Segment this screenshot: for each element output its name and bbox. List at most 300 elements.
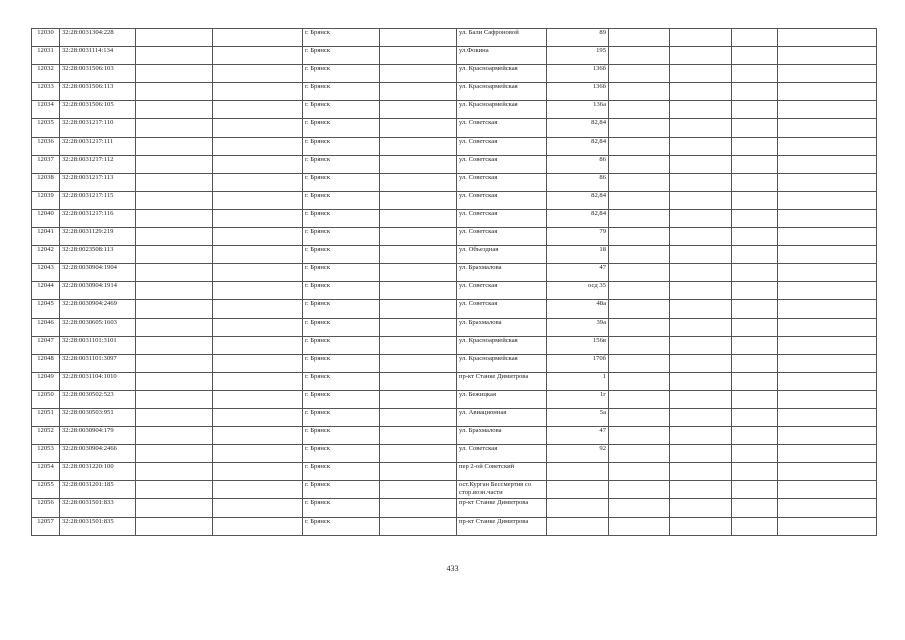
house-number-cell: 47	[547, 427, 609, 445]
empty-cell	[732, 300, 778, 318]
cadastral-number-cell: 32:28:0031217:111	[60, 137, 136, 155]
house-number-cell	[547, 517, 609, 535]
empty-cell	[213, 318, 303, 336]
house-number-cell: 82,84	[547, 191, 609, 209]
empty-cell	[732, 209, 778, 227]
cadastral-number-cell: 32:28:0030503:951	[60, 408, 136, 426]
empty-cell	[136, 228, 213, 246]
empty-cell	[136, 372, 213, 390]
empty-cell	[732, 354, 778, 372]
street-cell: пр-кт Станке Димитрова	[457, 372, 547, 390]
table-row	[32, 372, 877, 390]
empty-cell	[732, 246, 778, 264]
city-cell: г. Брянск	[303, 499, 380, 517]
house-number-cell: 136а	[547, 101, 609, 119]
empty-cell	[670, 282, 732, 300]
house-number-cell: 92	[547, 445, 609, 463]
street-cell: ул. Брахмалова	[457, 427, 547, 445]
street-cell: ул. Советская	[457, 137, 547, 155]
row-number-cell: 12044	[32, 282, 60, 300]
house-number-cell: осд 35	[547, 282, 609, 300]
row-number-cell: 12050	[32, 390, 60, 408]
city-cell: г. Брянск	[303, 300, 380, 318]
table-row	[32, 209, 877, 227]
cadastral-number-cell: 32:28:0031506:113	[60, 83, 136, 101]
empty-cell	[136, 499, 213, 517]
empty-cell	[380, 173, 457, 191]
empty-cell	[778, 191, 877, 209]
empty-cell	[136, 445, 213, 463]
empty-cell	[778, 463, 877, 481]
table-row	[32, 83, 877, 101]
city-cell: г. Брянск	[303, 517, 380, 535]
empty-cell	[213, 65, 303, 83]
empty-cell	[778, 101, 877, 119]
table-row	[32, 119, 877, 137]
street-cell: ул. Бали Сафроновой	[457, 29, 547, 47]
empty-cell	[670, 481, 732, 499]
street-cell: ул. Советская	[457, 282, 547, 300]
empty-cell	[732, 427, 778, 445]
table-row	[32, 336, 877, 354]
empty-cell	[609, 47, 670, 65]
city-cell: г. Брянск	[303, 137, 380, 155]
empty-cell	[670, 173, 732, 191]
house-number-cell: 136б	[547, 65, 609, 83]
table-row	[32, 318, 877, 336]
empty-cell	[778, 155, 877, 173]
empty-cell	[380, 282, 457, 300]
empty-cell	[732, 119, 778, 137]
empty-cell	[136, 137, 213, 155]
city-cell: г. Брянск	[303, 463, 380, 481]
empty-cell	[380, 481, 457, 499]
empty-cell	[778, 137, 877, 155]
row-number-cell: 12053	[32, 445, 60, 463]
empty-cell	[609, 264, 670, 282]
empty-cell	[670, 445, 732, 463]
register-table	[31, 28, 877, 536]
empty-cell	[136, 264, 213, 282]
city-cell: г. Брянск	[303, 282, 380, 300]
empty-cell	[380, 29, 457, 47]
cadastral-number-cell: 32:28:0031129:219	[60, 228, 136, 246]
row-number-cell: 12045	[32, 300, 60, 318]
empty-cell	[213, 228, 303, 246]
empty-cell	[213, 209, 303, 227]
empty-cell	[136, 83, 213, 101]
row-number-cell: 12041	[32, 228, 60, 246]
empty-cell	[136, 191, 213, 209]
row-number-cell: 12040	[32, 209, 60, 227]
street-cell: ост.Курган Бессмертия со стор.возн.части	[457, 481, 547, 499]
empty-cell	[213, 300, 303, 318]
house-number-cell: 195	[547, 47, 609, 65]
row-number-cell: 12048	[32, 354, 60, 372]
empty-cell	[732, 499, 778, 517]
street-cell: ул. Красноармейская	[457, 65, 547, 83]
empty-cell	[136, 427, 213, 445]
empty-cell	[380, 137, 457, 155]
empty-cell	[609, 209, 670, 227]
empty-cell	[670, 29, 732, 47]
cadastral-number-cell: 32:28:0031506:105	[60, 101, 136, 119]
cadastral-number-cell: 32:28:0031101:3101	[60, 336, 136, 354]
empty-cell	[609, 137, 670, 155]
empty-cell	[670, 372, 732, 390]
house-number-cell: 82,84	[547, 209, 609, 227]
empty-cell	[732, 173, 778, 191]
house-number-cell: 1г	[547, 390, 609, 408]
table-row	[32, 246, 877, 264]
empty-cell	[609, 29, 670, 47]
street-cell: пр-кт Станке Димитрова	[457, 517, 547, 535]
empty-cell	[380, 246, 457, 264]
row-number-cell: 12049	[32, 372, 60, 390]
city-cell: г. Брянск	[303, 246, 380, 264]
city-cell: г. Брянск	[303, 408, 380, 426]
empty-cell	[609, 427, 670, 445]
empty-cell	[670, 463, 732, 481]
cadastral-number-cell: 32:28:0031101:3097	[60, 354, 136, 372]
empty-cell	[380, 300, 457, 318]
empty-cell	[213, 246, 303, 264]
empty-cell	[136, 282, 213, 300]
empty-cell	[778, 517, 877, 535]
empty-cell	[732, 264, 778, 282]
empty-cell	[609, 282, 670, 300]
house-number-cell: 5а	[547, 408, 609, 426]
empty-cell	[670, 209, 732, 227]
empty-cell	[380, 47, 457, 65]
empty-cell	[732, 101, 778, 119]
empty-cell	[670, 499, 732, 517]
table-row	[32, 155, 877, 173]
empty-cell	[609, 83, 670, 101]
street-cell: ул. Советская	[457, 173, 547, 191]
city-cell: г. Брянск	[303, 354, 380, 372]
street-cell: ул. Брахмалова	[457, 318, 547, 336]
empty-cell	[136, 47, 213, 65]
table-row	[32, 228, 877, 246]
house-number-cell: 86	[547, 155, 609, 173]
empty-cell	[136, 155, 213, 173]
cadastral-number-cell: 32:28:0031217:116	[60, 209, 136, 227]
empty-cell	[670, 246, 732, 264]
empty-cell	[609, 354, 670, 372]
house-number-cell: 156в	[547, 336, 609, 354]
street-cell: ул. Красноармейская	[457, 83, 547, 101]
city-cell: г. Брянск	[303, 481, 380, 499]
street-cell: ул. Советская	[457, 300, 547, 318]
empty-cell	[609, 499, 670, 517]
house-number-cell	[547, 463, 609, 481]
row-number-cell: 12037	[32, 155, 60, 173]
empty-cell	[732, 47, 778, 65]
empty-cell	[380, 499, 457, 517]
empty-cell	[136, 29, 213, 47]
cadastral-number-cell: 32:28:0030904:179	[60, 427, 136, 445]
table-row	[32, 445, 877, 463]
empty-cell	[778, 300, 877, 318]
house-number-cell: 1	[547, 372, 609, 390]
empty-cell	[732, 463, 778, 481]
empty-cell	[670, 354, 732, 372]
empty-cell	[778, 499, 877, 517]
cadastral-number-cell: 32:28:0031220:100	[60, 463, 136, 481]
empty-cell	[732, 336, 778, 354]
empty-cell	[136, 354, 213, 372]
street-cell: ул. Красноармейская	[457, 101, 547, 119]
cadastral-number-cell: 32:28:0031217:110	[60, 119, 136, 137]
table-row	[32, 65, 877, 83]
table-row	[32, 354, 877, 372]
empty-cell	[778, 246, 877, 264]
empty-cell	[778, 228, 877, 246]
empty-cell	[670, 137, 732, 155]
empty-cell	[213, 264, 303, 282]
row-number-cell: 12055	[32, 481, 60, 499]
empty-cell	[136, 463, 213, 481]
cadastral-number-cell: 32:28:0030502:523	[60, 390, 136, 408]
city-cell: г. Брянск	[303, 209, 380, 227]
row-number-cell: 12051	[32, 408, 60, 426]
table-row	[32, 282, 877, 300]
table-row	[32, 47, 877, 65]
house-number-cell: 89	[547, 29, 609, 47]
street-cell: ул. Авиационная	[457, 408, 547, 426]
row-number-cell: 12031	[32, 47, 60, 65]
street-cell: ул. Советская	[457, 228, 547, 246]
street-cell: ул. Советская	[457, 209, 547, 227]
cadastral-number-cell: 32:28:0030904:1914	[60, 282, 136, 300]
empty-cell	[213, 499, 303, 517]
row-number-cell: 12030	[32, 29, 60, 47]
empty-cell	[609, 517, 670, 535]
empty-cell	[778, 427, 877, 445]
empty-cell	[136, 101, 213, 119]
empty-cell	[778, 481, 877, 499]
city-cell: г. Брянск	[303, 101, 380, 119]
house-number-cell: 39а	[547, 318, 609, 336]
empty-cell	[609, 481, 670, 499]
row-number-cell: 12038	[32, 173, 60, 191]
empty-cell	[136, 209, 213, 227]
cadastral-number-cell: 32:28:0023508:113	[60, 246, 136, 264]
cadastral-number-cell: 32:28:0030904:1904	[60, 264, 136, 282]
table-row	[32, 29, 877, 47]
cadastral-number-cell: 32:28:0030605:1603	[60, 318, 136, 336]
empty-cell	[670, 264, 732, 282]
empty-cell	[732, 390, 778, 408]
empty-cell	[213, 427, 303, 445]
empty-cell	[778, 29, 877, 47]
street-cell: ул. Брахмалова	[457, 264, 547, 282]
city-cell: г. Брянск	[303, 29, 380, 47]
empty-cell	[778, 336, 877, 354]
empty-cell	[609, 65, 670, 83]
empty-cell	[609, 463, 670, 481]
table-row	[32, 173, 877, 191]
house-number-cell: 79	[547, 228, 609, 246]
street-cell: пр-кт Станке Димитрова	[457, 499, 547, 517]
cadastral-number-cell: 32:28:0031501:833	[60, 499, 136, 517]
empty-cell	[609, 372, 670, 390]
empty-cell	[213, 155, 303, 173]
empty-cell	[778, 119, 877, 137]
empty-cell	[670, 300, 732, 318]
empty-cell	[213, 191, 303, 209]
city-cell: г. Брянск	[303, 318, 380, 336]
page-number: 433	[446, 564, 459, 573]
house-number-cell: 86	[547, 173, 609, 191]
empty-cell	[380, 463, 457, 481]
empty-cell	[778, 390, 877, 408]
row-number-cell: 12057	[32, 517, 60, 535]
empty-cell	[136, 390, 213, 408]
empty-cell	[380, 119, 457, 137]
empty-cell	[778, 282, 877, 300]
empty-cell	[670, 427, 732, 445]
row-number-cell: 12042	[32, 246, 60, 264]
empty-cell	[213, 83, 303, 101]
empty-cell	[732, 282, 778, 300]
empty-cell	[732, 191, 778, 209]
empty-cell	[609, 408, 670, 426]
cadastral-number-cell: 32:28:0031104:1010	[60, 372, 136, 390]
table-row	[32, 463, 877, 481]
row-number-cell: 12047	[32, 336, 60, 354]
empty-cell	[670, 155, 732, 173]
empty-cell	[380, 155, 457, 173]
empty-cell	[732, 228, 778, 246]
table-row	[32, 427, 877, 445]
empty-cell	[609, 191, 670, 209]
empty-cell	[213, 481, 303, 499]
street-cell: ул. Бежицкая	[457, 390, 547, 408]
empty-cell	[670, 47, 732, 65]
empty-cell	[778, 173, 877, 191]
empty-cell	[732, 372, 778, 390]
empty-cell	[609, 390, 670, 408]
street-cell: ул. Советская	[457, 191, 547, 209]
empty-cell	[380, 191, 457, 209]
empty-cell	[778, 408, 877, 426]
empty-cell	[670, 101, 732, 119]
empty-cell	[213, 336, 303, 354]
street-cell: ул.Фокина	[457, 47, 547, 65]
house-number-cell: 170б	[547, 354, 609, 372]
empty-cell	[670, 318, 732, 336]
row-number-cell: 12035	[32, 119, 60, 137]
table-row	[32, 499, 877, 517]
city-cell: г. Брянск	[303, 83, 380, 101]
empty-cell	[380, 228, 457, 246]
empty-cell	[732, 408, 778, 426]
empty-cell	[136, 318, 213, 336]
empty-cell	[213, 101, 303, 119]
empty-cell	[732, 29, 778, 47]
house-number-cell: 136б	[547, 83, 609, 101]
empty-cell	[213, 282, 303, 300]
empty-cell	[380, 336, 457, 354]
empty-cell	[670, 228, 732, 246]
table-row	[32, 137, 877, 155]
empty-cell	[136, 173, 213, 191]
empty-cell	[380, 83, 457, 101]
empty-cell	[136, 481, 213, 499]
register-table-body	[32, 29, 877, 536]
empty-cell	[670, 65, 732, 83]
house-number-cell: 82,84	[547, 119, 609, 137]
empty-cell	[670, 119, 732, 137]
empty-cell	[213, 173, 303, 191]
cadastral-number-cell: 32:28:0031217:112	[60, 155, 136, 173]
empty-cell	[609, 228, 670, 246]
empty-cell	[213, 47, 303, 65]
empty-cell	[136, 119, 213, 137]
empty-cell	[609, 101, 670, 119]
empty-cell	[213, 463, 303, 481]
empty-cell	[380, 445, 457, 463]
empty-cell	[136, 517, 213, 535]
empty-cell	[213, 137, 303, 155]
house-number-cell: 48а	[547, 300, 609, 318]
row-number-cell: 12034	[32, 101, 60, 119]
empty-cell	[380, 390, 457, 408]
city-cell: г. Брянск	[303, 445, 380, 463]
city-cell: г. Брянск	[303, 228, 380, 246]
cadastral-number-cell: 32:28:0031114:134	[60, 47, 136, 65]
empty-cell	[670, 390, 732, 408]
cadastral-number-cell: 32:28:0031501:835	[60, 517, 136, 535]
empty-cell	[732, 83, 778, 101]
empty-cell	[380, 354, 457, 372]
empty-cell	[732, 137, 778, 155]
empty-cell	[732, 155, 778, 173]
empty-cell	[213, 372, 303, 390]
city-cell: г. Брянск	[303, 390, 380, 408]
empty-cell	[670, 83, 732, 101]
empty-cell	[670, 517, 732, 535]
empty-cell	[380, 101, 457, 119]
empty-cell	[380, 264, 457, 282]
empty-cell	[778, 209, 877, 227]
empty-cell	[213, 445, 303, 463]
empty-cell	[778, 372, 877, 390]
empty-cell	[213, 29, 303, 47]
empty-cell	[136, 300, 213, 318]
street-cell: ул. Советская	[457, 445, 547, 463]
empty-cell	[609, 173, 670, 191]
house-number-cell	[547, 481, 609, 499]
empty-cell	[609, 336, 670, 354]
empty-cell	[380, 65, 457, 83]
empty-cell	[778, 264, 877, 282]
empty-cell	[136, 408, 213, 426]
empty-cell	[732, 517, 778, 535]
street-cell: ул. Красноармейская	[457, 354, 547, 372]
row-number-cell: 12056	[32, 499, 60, 517]
row-number-cell: 12046	[32, 318, 60, 336]
empty-cell	[778, 318, 877, 336]
table-row	[32, 300, 877, 318]
empty-cell	[732, 481, 778, 499]
street-cell: пер 2-ой Советский	[457, 463, 547, 481]
table-row	[32, 191, 877, 209]
city-cell: г. Брянск	[303, 336, 380, 354]
city-cell: г. Брянск	[303, 119, 380, 137]
